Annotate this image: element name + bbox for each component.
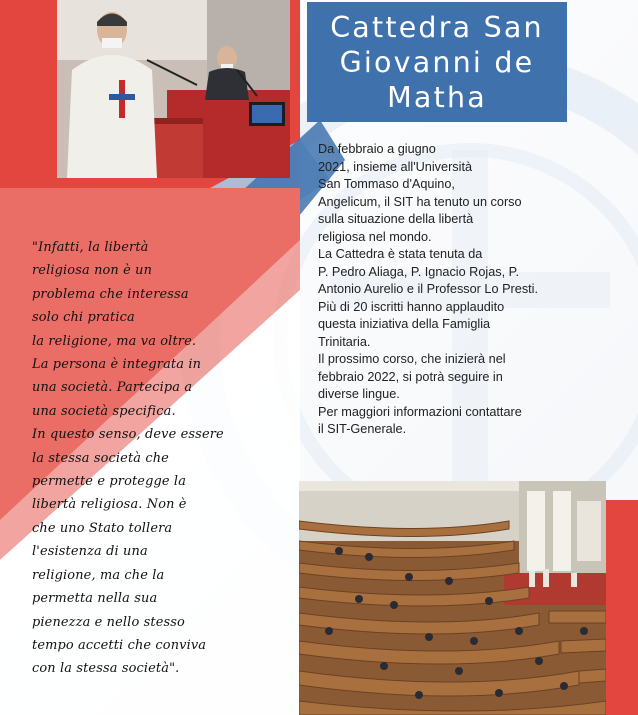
speaker-photo xyxy=(57,0,290,178)
quote-text: "Infatti, la libertà religiosa non è un problema che interessa solo chi pratica la religione, ma va oltre. La persona è integrata in una società. Partecipa a una società specifica. In questo senso, deve essere la stessa società che permette e protegge la libertà religiosa. Non è che uno Stato tollera l'esistenza di una religione, ma che la permetta nella sua pienezza e nello stesso tempo accetti che conviva con la stessa società". xyxy=(32,240,224,677)
page-title: Cattedra San Giovanni de Matha xyxy=(330,10,544,114)
speaker-photo-image xyxy=(57,0,290,178)
title-box xyxy=(307,2,567,122)
lecture-hall-photo xyxy=(299,481,606,715)
lecture-hall-photo-image xyxy=(299,481,606,715)
article-body: Da febbraio a giugno 2021, insieme all'Università San Tommaso d'Aquino, Angelicum, il SIT ha tenuto un corso sulla situazione della libertà religiosa nel mondo. La Cattedra è stata tenuta da P. Pedro Aliaga, P. Ignacio Rojas, P. Antonio Aurelio e il Professor Lo Presti. Più di 20 iscritti hanno applaudito questa iniziativa della Famiglia Trinitaria. Il prossimo corso, che inizierà nel febbraio 2022, si potrà seguire in diverse lingue. Per maggiori informazioni contattare il SIT-Generale. xyxy=(318,142,539,436)
